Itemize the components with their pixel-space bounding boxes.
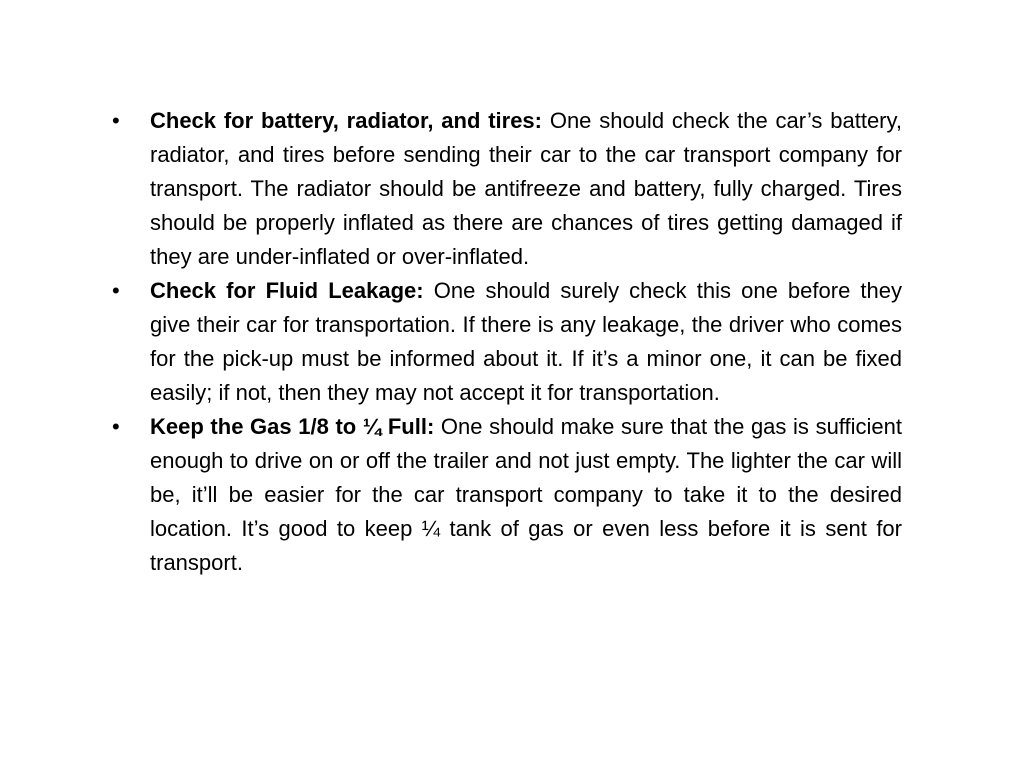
bullet-heading: Check for battery, radiator, and tires: [150, 108, 542, 133]
bullet-icon: • [112, 108, 120, 133]
bullet-heading: Check for Fluid Leakage: [150, 278, 424, 303]
bullet-item-battery [112, 104, 902, 274]
bullet-item-fluid [112, 274, 902, 410]
bullet-item-gas [112, 410, 902, 580]
bullet-text: One should make sure that the gas is sufficient enough to drive on or off the trailer and not just empty. The lighter the car will be, it’ll be easier for the car transport company to take it to the desired location. It’s good to keep ¼ tank of gas or even less before it is sent for transport. [150, 414, 902, 575]
bullet-text: One should check the car’s battery, radiator, and tires before sending their car to the car transport company for transport. The radiator should be antifreeze and battery, fully charged. Tires should be properly inflated as there are chances of tires getting damaged if they are under-inflated or over-inflated. [150, 108, 902, 269]
bullet-icon: • [112, 278, 120, 303]
bullet-icon: • [112, 414, 120, 439]
bullet-list [112, 104, 902, 580]
bullet-heading: Keep the Gas 1/8 to ¼ Full: [150, 414, 435, 439]
bullet-text: One should surely check this one before they give their car for transportation. If there is any leakage, the driver who comes for the pick-up must be informed about it. If it’s a minor one, it can be fixed easily; if not, then they may not accept it for transportation. [150, 278, 902, 405]
